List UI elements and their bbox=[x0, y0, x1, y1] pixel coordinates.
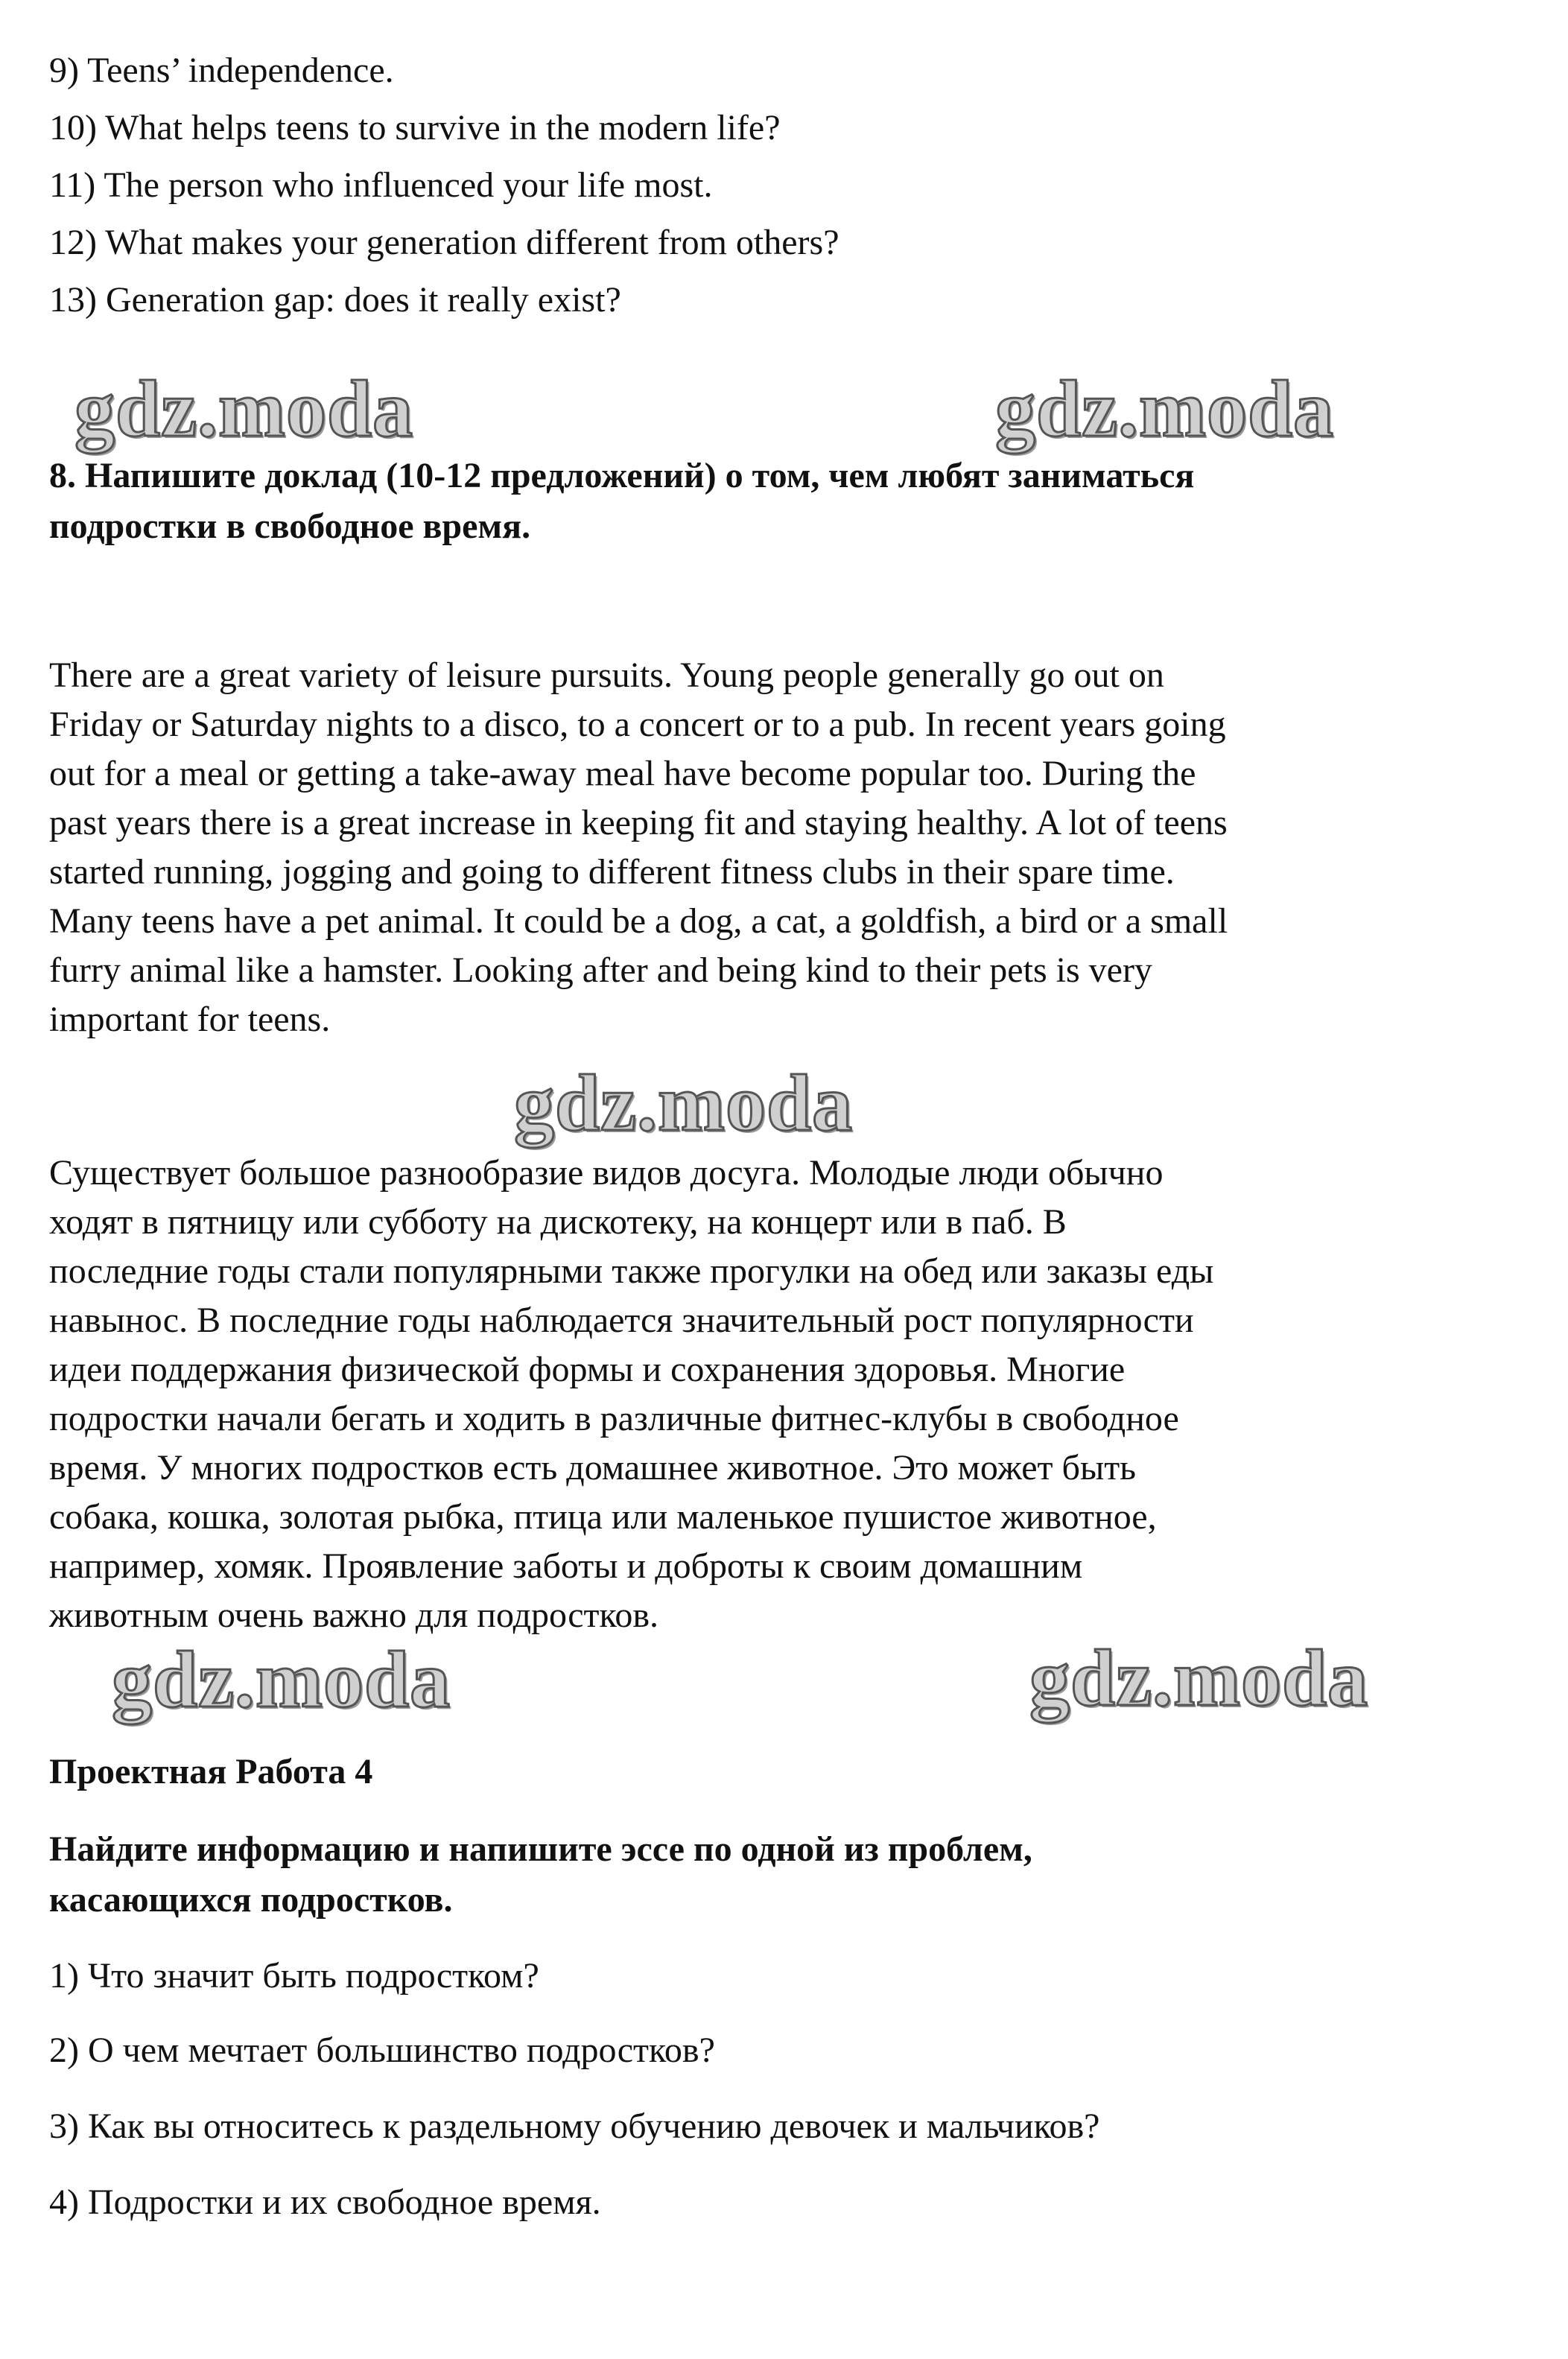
task8-heading-line-1: 8. Напишите доклад (10-12 предложений) о том, чем любят заниматься bbox=[49, 456, 1195, 495]
project-item-1: 1) Что значит быть подростком? bbox=[49, 1956, 539, 1996]
watermark-2: gdz.moda bbox=[995, 365, 1335, 454]
english-line-7: furry animal like a hamster. Looking after and being kind to their pets is very bbox=[49, 950, 1152, 990]
russian-line-8: собака, кошка, золотая рыбка, птица или маленькое пушистое животное, bbox=[49, 1497, 1157, 1537]
watermark-4: gdz.moda bbox=[112, 1636, 451, 1724]
russian-line-2: ходят в пятницу или субботу на дискотеку, на концерт или в паб. В bbox=[49, 1202, 1067, 1242]
russian-line-3: последние годы стали популярными также прогулки на обед или заказы еды bbox=[49, 1251, 1214, 1291]
project-title: Проектная Работа 4 bbox=[49, 1752, 373, 1791]
english-line-5: started running, jogging and going to different fitness clubs in their spare time. bbox=[49, 852, 1175, 892]
russian-line-1: Существует большое разнообразие видов досуга. Молодые люди обычно bbox=[49, 1153, 1164, 1193]
english-line-3: out for a meal or getting a take-away meal have become popular too. During the bbox=[49, 754, 1196, 793]
project-task-line-1: Найдите информацию и напишите эссе по одной из проблем, bbox=[49, 1829, 1032, 1869]
project-item-2: 2) О чем мечтает большинство подростков? bbox=[49, 2031, 715, 2070]
english-line-8: important for teens. bbox=[49, 1000, 331, 1039]
project-task-line-2: касающихся подростков. bbox=[49, 1880, 453, 1920]
english-line-6: Many teens have a pet animal. It could be a dog, a cat, a goldfish, a bird or a small bbox=[49, 901, 1228, 941]
task8-heading-line-2: подростки в свободное время. bbox=[49, 507, 531, 546]
topic-item-13: 13) Generation gap: does it really exist? bbox=[49, 280, 621, 320]
topic-item-11: 11) The person who influenced your life most. bbox=[49, 165, 713, 205]
russian-line-4: навынос. В последние годы наблюдается значительный рост популярности bbox=[49, 1301, 1194, 1340]
russian-line-7: время. У многих подростков есть домашнее животное. Это может быть bbox=[49, 1448, 1137, 1488]
russian-line-5: идеи поддержания физической формы и сохранения здоровья. Многие bbox=[49, 1350, 1126, 1389]
watermark-3: gdz.moda bbox=[514, 1059, 854, 1148]
watermark-1: gdz.moda bbox=[74, 365, 414, 454]
topic-item-12: 12) What makes your generation different from others? bbox=[49, 223, 839, 262]
watermark-5: gdz.moda bbox=[1029, 1634, 1369, 1723]
english-line-2: Friday or Saturday nights to a disco, to a concert or to a pub. In recent years going bbox=[49, 705, 1226, 744]
english-line-1: There are a great variety of leisure pursuits. Young people generally go out on bbox=[49, 655, 1164, 695]
topic-item-10: 10) What helps teens to survive in the modern life? bbox=[49, 108, 781, 147]
english-line-4: past years there is a great increase in keeping fit and staying healthy. A lot of teens bbox=[49, 803, 1228, 842]
russian-line-10: животным очень важно для подростков. bbox=[49, 1596, 659, 1635]
topic-item-9: 9) Teens’ independence. bbox=[49, 51, 394, 90]
russian-line-9: например, хомяк. Проявление заботы и доброты к своим домашним bbox=[49, 1546, 1083, 1586]
project-item-4: 4) Подростки и их свободное время. bbox=[49, 2182, 601, 2222]
project-item-3: 3) Как вы относитесь к раздельному обучению девочек и мальчиков? bbox=[49, 2106, 1100, 2146]
russian-line-6: подростки начали бегать и ходить в различные фитнес-клубы в свободное bbox=[49, 1399, 1179, 1438]
